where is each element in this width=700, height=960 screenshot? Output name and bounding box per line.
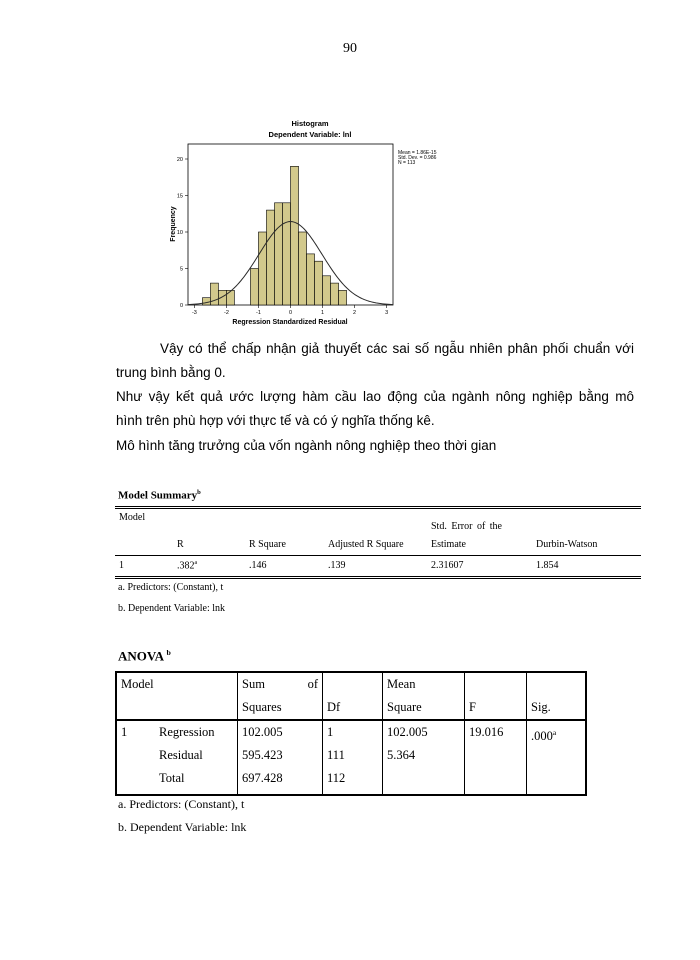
model-summary-table: [115, 506, 641, 586]
histogram-bar: [274, 203, 282, 305]
anova-title: ANOVA $^b$: [118, 648, 171, 664]
histogram-bar: [315, 261, 323, 305]
y-tick-label: 15: [176, 193, 183, 200]
anova-col-f: 19.016: [465, 720, 527, 795]
ms-cell-adj-r-square: .139: [328, 560, 346, 571]
x-axis: [192, 305, 388, 316]
anova-header-sig: Sig.: [527, 672, 587, 720]
ms-header-r-square: R Square: [249, 539, 286, 550]
histogram-bar: [291, 166, 299, 305]
y-tick-label: 10: [176, 230, 183, 236]
ms-header-std-error-2: Estimate: [431, 539, 466, 550]
histogram-bar: [266, 210, 274, 305]
anova-header-row: [116, 672, 586, 720]
anova-col-mean-sq: 102.005 5.364: [383, 720, 465, 795]
histogram-bar: [282, 203, 290, 305]
anova-note-a: a. Predictors: (Constant), t: [118, 797, 245, 811]
ms-header-model: Model: [119, 512, 146, 523]
x-tick-label: -2: [223, 310, 229, 316]
x-tick-label: 1: [321, 310, 325, 316]
x-tick-label: -3: [191, 310, 197, 316]
paragraph-2-line-1: Như vậy kết quả ước lượng hàm cầu lao động của ngành nông nghiệp bằng mô: [116, 389, 634, 404]
histogram-bar: [250, 269, 258, 306]
histogram-chart: [160, 112, 460, 332]
x-tick-label: 0: [288, 310, 293, 316]
ms-header-std-error-1: Std. Error of the: [431, 521, 502, 532]
chart-title: Histogram: [291, 119, 329, 128]
y-tick-label: 20: [176, 157, 183, 163]
anova-col-sum-sq: 102.005 595.423 697.428: [238, 720, 323, 795]
ms-header-adj-r-square: Adjusted R Square: [328, 539, 404, 550]
y-tick-label: 5: [179, 266, 183, 273]
histogram-bar: [299, 232, 307, 305]
model-summary-note-a: a. Predictors: (Constant), t: [118, 582, 224, 593]
x-tick-label: 2: [353, 310, 357, 316]
x-tick-label: 3: [385, 310, 389, 316]
histogram-bar: [218, 290, 226, 305]
ms-header-r: R: [177, 539, 184, 550]
anova-col-df: 1 111 112: [323, 720, 383, 795]
anova-body: [116, 720, 586, 795]
y-tick-label: 0: [179, 303, 183, 309]
ms-cell-r-square: .146: [249, 560, 267, 571]
anova-note-b: b. Dependent Variable: lnk: [118, 820, 247, 834]
histogram-bar: [323, 276, 331, 305]
ms-cell-durbin-watson: 1.854: [536, 560, 559, 571]
anova-col-sig: .000$^a$: [527, 720, 587, 795]
page-number: 90: [343, 41, 357, 56]
chart-subtitle: Dependent Variable: lnl: [268, 130, 352, 139]
ms-cell-std-error: 2.31607: [431, 560, 464, 571]
ms-cell-r: .382$^a$: [177, 560, 198, 572]
anova-header-df: Df: [323, 672, 383, 720]
ms-cell-model: 1: [119, 560, 124, 571]
histogram-bar: [226, 290, 234, 305]
anova-table: [115, 671, 587, 796]
ms-header-durbin-watson: Durbin-Watson: [536, 539, 598, 550]
y-axis: [177, 157, 188, 309]
chart-stat-sd: Std. Dev. = 0.986: [398, 155, 437, 161]
chart-xlabel: Regression Standardized Residual: [232, 319, 348, 326]
paragraph-1-line-1: Vậy có thể chấp nhận giả thuyết các sai số ngẫu nhiên phân phối chuẩn với: [160, 341, 634, 356]
anova-header-mean-sq: Mean Square: [383, 672, 465, 720]
histogram-bar: [339, 290, 347, 305]
anova-header-model: Model: [116, 672, 237, 720]
paragraph-3: Mô hình tăng trưởng của vốn ngành nông nghiệp theo thời gian: [116, 438, 497, 453]
chart-stat-n: N = 113: [398, 160, 416, 166]
bars: [202, 166, 346, 305]
histogram-bar: [331, 283, 339, 305]
model-summary-note-b: b. Dependent Variable: lnk: [118, 603, 226, 614]
histogram-bar: [202, 298, 210, 305]
x-tick-label: -1: [256, 310, 261, 316]
paragraph-1-line-2: trung bình bằng 0.: [116, 365, 226, 380]
anova-header-sum-sq: Sum of Squares: [238, 672, 323, 720]
histogram-bar: [258, 232, 266, 305]
histogram-bar: [307, 254, 315, 305]
anova-header-f: F: [465, 672, 527, 720]
chart-ylabel: Frequency: [170, 206, 177, 242]
model-summary-title: Model Summary$^b$: [118, 489, 201, 502]
chart-stat-mean: Mean = 1.86E-15: [398, 150, 437, 156]
anova-col-model: 1 Regression Residual Total: [116, 720, 237, 795]
paragraph-2-line-2: hình trên phù hợp với thực tế và có ý nghĩa thống kê.: [116, 413, 435, 428]
